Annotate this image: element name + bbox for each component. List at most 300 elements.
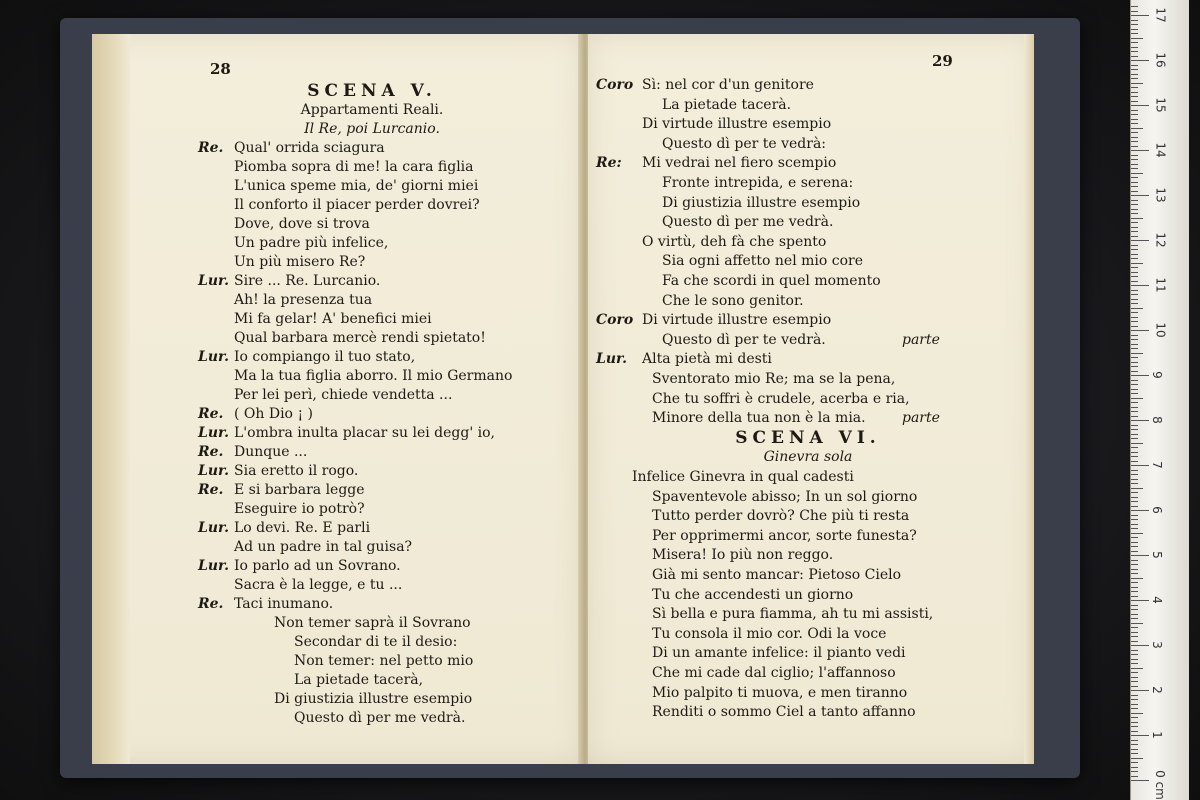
verse-text: Misera! Io più non reggo.: [652, 547, 834, 564]
page-number: 29: [932, 52, 953, 70]
ruler-tick: [1131, 744, 1138, 745]
text-line: [596, 644, 906, 662]
ruler-tick: [1131, 573, 1138, 574]
ruler-tick: [1131, 668, 1143, 669]
ruler-tick: [1131, 231, 1138, 232]
ruler-tick: [1131, 348, 1138, 349]
verse-text: Qual barbara mercè rendi spietato!: [234, 330, 486, 346]
text-line: [596, 135, 826, 153]
ruler-tick: [1131, 443, 1143, 444]
verse-text: Un più misero Re?: [234, 254, 366, 270]
ruler-tick: [1131, 569, 1138, 570]
ruler-number: 4: [1149, 596, 1164, 604]
ruler-tick: [1131, 11, 1138, 12]
ruler-tick: [1131, 425, 1138, 426]
verse-text: Questo dì per te vedrà.: [662, 331, 826, 348]
verse-text: Già mi sento mancar: Pietoso Cielo: [652, 567, 902, 583]
verse-text: Io compiango il tuo stato,: [234, 349, 416, 365]
ruler-tick: [1131, 600, 1149, 601]
left-page: [92, 34, 582, 764]
verse-text: Tutto perder dovrò? Che più ti resta: [652, 508, 910, 525]
ruler-tick: [1131, 447, 1138, 448]
ruler-tick: [1131, 299, 1138, 300]
ruler-tick: [1131, 555, 1149, 556]
ruler-tick: [1131, 479, 1138, 480]
text-line: [198, 671, 423, 689]
ruler-tick: [1131, 339, 1138, 340]
text-line: [198, 215, 370, 233]
text-line: [596, 331, 940, 349]
verse-text: Mi vedrai nel fiero scempio: [642, 155, 837, 172]
ruler-tick: [1131, 47, 1138, 48]
text-line: [198, 595, 333, 613]
ruler-tick: [1131, 335, 1138, 336]
ruler-tick: [1131, 362, 1138, 363]
ruler-tick: [1131, 258, 1138, 259]
ruler-tick: [1131, 200, 1138, 201]
ruler-number: 14: [1153, 142, 1168, 158]
verse-text: Tu che accendesti un giorno: [652, 586, 854, 603]
verse-text: L'ombra inulta placar su lei degg' io,: [234, 425, 495, 441]
ruler-tick: [1131, 321, 1138, 322]
verse-text: Lo devi. Re. E parli: [234, 520, 371, 536]
speaker-label: Re.: [198, 444, 224, 460]
speaker-label: Re.: [198, 140, 224, 156]
ruler-number: 16: [1153, 52, 1168, 68]
ruler-tick: [1131, 83, 1143, 84]
text-line: [198, 690, 472, 708]
ruler-tick: [1131, 735, 1149, 736]
ruler-tick: [1131, 281, 1138, 282]
text-line: [596, 252, 863, 270]
ruler-tick: [1131, 141, 1138, 142]
ruler-tick: [1131, 344, 1138, 345]
ruler-unit-label: 0 cm: [1152, 770, 1167, 800]
verse-text: Minore della tua non è la mia.: [652, 410, 866, 427]
ruler-tick: [1131, 92, 1138, 93]
ruler-tick: [1131, 267, 1138, 268]
ruler-tick: [1131, 366, 1138, 367]
speaker-label: Coro: [596, 312, 634, 329]
ruler-tick: [1131, 146, 1138, 147]
ruler-tick: [1131, 623, 1143, 624]
ruler-tick: [1131, 483, 1138, 484]
ruler-number: 15: [1153, 97, 1168, 113]
ruler-tick: [1131, 186, 1138, 187]
ruler-tick: [1131, 515, 1138, 516]
stage-direction: Appartamenti Reali.: [300, 102, 444, 118]
ruler-tick: [1131, 537, 1138, 538]
text-line: [198, 253, 365, 271]
ruler-tick: [1131, 101, 1138, 102]
ruler-tick: [1131, 195, 1149, 196]
ruler-tick: [1131, 416, 1138, 417]
text-line: [596, 350, 772, 368]
verse-text: Eseguire io potrò?: [234, 501, 365, 517]
ruler-tick: [1131, 659, 1138, 660]
ruler-tick: [1131, 330, 1149, 331]
ruler-tick: [1131, 164, 1138, 165]
ruler-tick: [1131, 110, 1138, 111]
verse-text: ( Oh Dio ¡ ): [234, 406, 313, 422]
verse-text: Che le sono genitor.: [662, 292, 804, 309]
ruler-tick: [1131, 501, 1138, 502]
page-edge: [1024, 34, 1034, 764]
ruler-tick: [1131, 740, 1138, 741]
stage-note: parte: [902, 331, 940, 348]
text-line: [596, 605, 933, 623]
ruler-tick: [1131, 254, 1138, 255]
ruler-tick: [1131, 353, 1143, 354]
ruler-tick: [1131, 762, 1138, 763]
ruler-tick: [1131, 218, 1143, 219]
ruler-tick: [1131, 677, 1138, 678]
verse-text: Questo dì per me vedrà.: [662, 214, 834, 231]
verse-text: Sia ogni affetto nel mio core: [662, 253, 864, 270]
verse-text: Il conforto il piacer perder dovrei?: [234, 197, 480, 213]
ruler-tick: [1131, 605, 1138, 606]
ruler-tick: [1131, 627, 1138, 628]
ruler-tick: [1131, 429, 1138, 430]
ruler-number: 5: [1149, 551, 1164, 559]
ruler-tick: [1131, 672, 1138, 673]
text-line: [596, 684, 907, 702]
verse-text: La pietade tacerà,: [294, 672, 424, 688]
ruler-tick: [1131, 528, 1138, 529]
stage-direction: Ginevra sola: [763, 449, 853, 466]
ruler-number: 6: [1149, 506, 1164, 514]
ruler-tick: [1131, 695, 1138, 696]
text-line: [596, 468, 854, 486]
ruler-tick: [1131, 15, 1149, 16]
text-line: [198, 462, 358, 480]
ruler-tick: [1131, 465, 1149, 466]
text-line: [198, 538, 412, 556]
verse-text: Sacra è la legge, e tu ...: [234, 577, 403, 593]
text-line: [198, 348, 415, 366]
ruler-tick: [1131, 168, 1138, 169]
verse-text: Sì bella e pura fiamma, ah tu mi assisti,: [652, 606, 934, 623]
verse-text: Sia eretto il rogo.: [234, 463, 359, 479]
ruler-number: 8: [1149, 416, 1164, 424]
ruler-tick: [1131, 686, 1138, 687]
verse-text: Per opprimermi ancor, sorte funesta?: [652, 527, 917, 544]
ruler-tick: [1131, 749, 1138, 750]
ruler-tick: [1131, 114, 1138, 115]
text-line: [596, 507, 909, 525]
ruler-number: 11: [1153, 277, 1168, 293]
verse-text: Mio palpito ti muova, e men tiranno: [652, 684, 908, 701]
ruler-number: 7: [1149, 461, 1164, 469]
ruler-tick: [1131, 6, 1138, 7]
ruler-tick: [1131, 389, 1138, 390]
text-line: [596, 703, 916, 721]
ruler-tick: [1131, 209, 1138, 210]
measurement-ruler: [1130, 0, 1189, 800]
ruler-tick: [1131, 551, 1138, 552]
speaker-label: Lur.: [596, 351, 627, 368]
text-line: [596, 233, 826, 251]
ruler-tick: [1131, 632, 1138, 633]
ruler-tick: [1131, 641, 1138, 642]
text-line: [198, 709, 465, 727]
verse-text: Dunque ...: [234, 444, 308, 460]
ruler-tick: [1131, 510, 1149, 511]
ruler-tick: [1131, 105, 1149, 106]
ruler-tick: [1131, 636, 1138, 637]
ruler-tick: [1131, 519, 1138, 520]
ruler-tick: [1131, 438, 1138, 439]
ruler-tick: [1131, 249, 1138, 250]
text-line: [596, 76, 814, 94]
text-line: [198, 139, 385, 157]
text-line: [198, 519, 370, 537]
ruler-tick: [1131, 236, 1138, 237]
text-line: [198, 557, 401, 575]
ruler-tick: [1131, 420, 1149, 421]
text-line: [596, 96, 791, 114]
verse-text: Sì: nel cor d'un genitore: [642, 77, 814, 93]
ruler-tick: [1131, 191, 1138, 192]
ruler-tick: [1131, 204, 1138, 205]
text-line: [198, 633, 457, 651]
ruler-tick: [1131, 384, 1138, 385]
speaker-label: Coro: [596, 77, 634, 93]
text-line: [198, 329, 486, 347]
ruler-tick: [1131, 150, 1149, 151]
ruler-tick: [1131, 492, 1138, 493]
ruler-tick: [1131, 177, 1138, 178]
text-line: [596, 566, 901, 584]
verse-text: Renditi o sommo Ciel a tanto affanno: [652, 704, 916, 721]
text-line: [596, 154, 836, 172]
verse-text: Sventorato mio Re; ma se la pena,: [652, 371, 896, 387]
verse-text: Di virtude illustre esempio: [642, 312, 832, 329]
verse-text: Di giustizia illustre esempio: [274, 691, 473, 707]
ruler-tick: [1131, 357, 1138, 358]
verse-text: Che tu soffri è crudele, acerba e ria,: [652, 390, 910, 407]
verse-text: Che mi cade dal ciglio; l'affannoso: [652, 665, 896, 681]
text-line: [198, 443, 307, 461]
text-line: [596, 370, 895, 388]
verse-text: Piomba sopra di me! la cara figlia: [234, 159, 474, 175]
ruler-tick: [1131, 497, 1138, 498]
ruler-tick: [1131, 245, 1138, 246]
ruler-tick: [1131, 317, 1138, 318]
ruler-tick: [1131, 285, 1149, 286]
ruler-tick: [1131, 56, 1138, 57]
text-line: [198, 614, 471, 632]
ruler-tick: [1131, 96, 1138, 97]
ruler-tick: [1131, 155, 1138, 156]
ruler-tick: [1131, 771, 1138, 772]
ruler-tick: [1131, 731, 1138, 732]
text-line: [596, 194, 860, 212]
verse-text: La pietade tacerà.: [662, 96, 792, 113]
ruler-tick: [1131, 182, 1138, 183]
ruler-tick: [1131, 407, 1138, 408]
ruler-tick: [1131, 294, 1138, 295]
ruler-tick: [1131, 753, 1138, 754]
verse-text: Di un amante infelice: il pianto vedi: [652, 645, 906, 662]
ruler-tick: [1131, 474, 1138, 475]
text-line: [596, 625, 886, 643]
stage-direction: Il Re, poi Lurcanio.: [304, 121, 440, 137]
verse-text: Questo dì per te vedrà:: [662, 135, 827, 152]
ruler-tick: [1131, 173, 1143, 174]
ruler-tick: [1131, 326, 1138, 327]
page-edge: [92, 34, 130, 764]
ruler-tick: [1131, 654, 1138, 655]
text-line: [198, 291, 372, 309]
verse-text: Non temer saprà il Sovrano: [274, 615, 471, 631]
verse-text: Mi fa gelar! A' benefici miei: [234, 311, 432, 327]
ruler-tick: [1131, 132, 1138, 133]
ruler-tick: [1131, 690, 1149, 691]
ruler-tick: [1131, 74, 1138, 75]
ruler-tick: [1131, 524, 1138, 525]
text-line: [596, 390, 910, 408]
ruler-tick: [1131, 726, 1138, 727]
ruler-tick: [1131, 542, 1138, 543]
ruler-tick: [1131, 411, 1138, 412]
text-line: [596, 292, 804, 310]
ruler-tick: [1131, 240, 1149, 241]
text-line: [596, 546, 833, 564]
ruler-tick: [1131, 51, 1138, 52]
ruler-tick: [1131, 650, 1138, 651]
ruler-number: 2: [1149, 686, 1164, 694]
ruler-tick: [1131, 308, 1143, 309]
ruler-tick: [1131, 780, 1149, 781]
ruler-tick: [1131, 596, 1138, 597]
ruler-tick: [1131, 33, 1138, 34]
ruler-tick: [1131, 434, 1138, 435]
text-line: [198, 424, 495, 442]
right-page: [588, 34, 1034, 764]
ruler-tick: [1131, 614, 1138, 615]
ruler-tick: [1131, 452, 1138, 453]
ruler-tick: [1131, 560, 1138, 561]
ruler-tick: [1131, 276, 1138, 277]
verse-text: Spaventevole abisso; In un sol giorno: [652, 488, 918, 505]
text-line: [198, 158, 474, 176]
ruler-tick: [1131, 159, 1138, 160]
ruler-tick: [1131, 222, 1138, 223]
ruler-tick: [1131, 371, 1138, 372]
text-line: [198, 272, 380, 290]
text-line: [198, 310, 432, 328]
text-line: [596, 213, 833, 231]
ruler-tick: [1131, 65, 1138, 66]
verse-text: Infelice Ginevra in qual cadesti: [632, 469, 854, 485]
ruler-tick: [1131, 587, 1138, 588]
ruler-tick: [1131, 767, 1138, 768]
ruler-tick: [1131, 60, 1149, 61]
ruler-tick: [1131, 582, 1138, 583]
verse-text: O virtù, deh fà che spento: [642, 233, 827, 250]
ruler-tick: [1131, 402, 1138, 403]
ruler-tick: [1131, 380, 1138, 381]
text-line: [198, 576, 402, 594]
text-line: [198, 367, 512, 385]
ruler-tick: [1131, 704, 1138, 705]
ruler-tick: [1131, 78, 1138, 79]
text-line: [198, 500, 365, 518]
verse-text: Di giustizia illustre esempio: [662, 194, 861, 211]
speaker-label: Re.: [198, 596, 224, 612]
text-line: [596, 586, 853, 604]
ruler-number: 1: [1149, 731, 1164, 739]
verse-text: Non temer: nel petto mio: [294, 653, 474, 669]
ruler-tick: [1131, 227, 1138, 228]
ruler-tick: [1131, 20, 1138, 21]
ruler-tick: [1131, 272, 1138, 273]
ruler-tick: [1131, 456, 1138, 457]
text-line: [198, 481, 365, 499]
verse-text: Di virtude illustre esempio: [642, 116, 832, 133]
text-line: [198, 652, 473, 670]
ruler-tick: [1131, 564, 1138, 565]
ruler-tick: [1131, 119, 1138, 120]
ruler-tick: [1131, 663, 1138, 664]
speaker-label: Lur.: [198, 425, 229, 441]
ruler-tick: [1131, 591, 1138, 592]
verse-text: Fronte intrepida, e serena:: [662, 175, 854, 191]
ruler-tick: [1131, 123, 1138, 124]
text-line: [596, 272, 881, 290]
scene-heading: SCENA VI.: [735, 427, 881, 448]
speaker-label: Lur.: [198, 349, 229, 365]
speaker-label: Re.: [198, 482, 224, 498]
ruler-tick: [1131, 645, 1149, 646]
ruler-tick: [1131, 87, 1138, 88]
ruler-tick: [1131, 776, 1138, 777]
text-line: [198, 405, 313, 423]
text-line: [596, 311, 831, 329]
ruler-tick: [1131, 609, 1138, 610]
verse-text: Secondar di te il desio:: [294, 634, 458, 650]
ruler-tick: [1131, 461, 1138, 462]
ruler-tick: [1131, 618, 1138, 619]
ruler-tick: [1131, 470, 1138, 471]
ruler-tick: [1131, 38, 1143, 39]
text-line: [596, 115, 831, 133]
ruler-number: 17: [1153, 7, 1168, 23]
scene-heading: SCENA V.: [307, 81, 437, 101]
ruler-tick: [1131, 263, 1143, 264]
verse-text: Ah! la presenza tua: [234, 292, 373, 308]
ruler-tick: [1131, 488, 1143, 489]
text-line: [596, 409, 940, 427]
verse-text: E si barbara legge: [234, 482, 365, 498]
verse-text: Io parlo ad un Sovrano.: [234, 558, 401, 574]
text-line: [198, 386, 452, 404]
ruler-tick: [1131, 578, 1143, 579]
verse-text: Tu consola il mio cor. Odi la voce: [652, 625, 887, 642]
speaker-label: Lur.: [198, 558, 229, 574]
text-line: [596, 527, 917, 545]
verse-text: Ad un padre in tal guisa?: [234, 539, 413, 555]
ruler-tick: [1131, 722, 1138, 723]
verse-text: Questo dì per me vedrà.: [294, 710, 466, 726]
text-line: [198, 196, 480, 214]
page-number: 28: [210, 60, 231, 78]
ruler-tick: [1131, 375, 1149, 376]
speaker-label: Lur.: [198, 463, 229, 479]
ruler-tick: [1131, 137, 1138, 138]
ruler-tick: [1131, 546, 1138, 547]
